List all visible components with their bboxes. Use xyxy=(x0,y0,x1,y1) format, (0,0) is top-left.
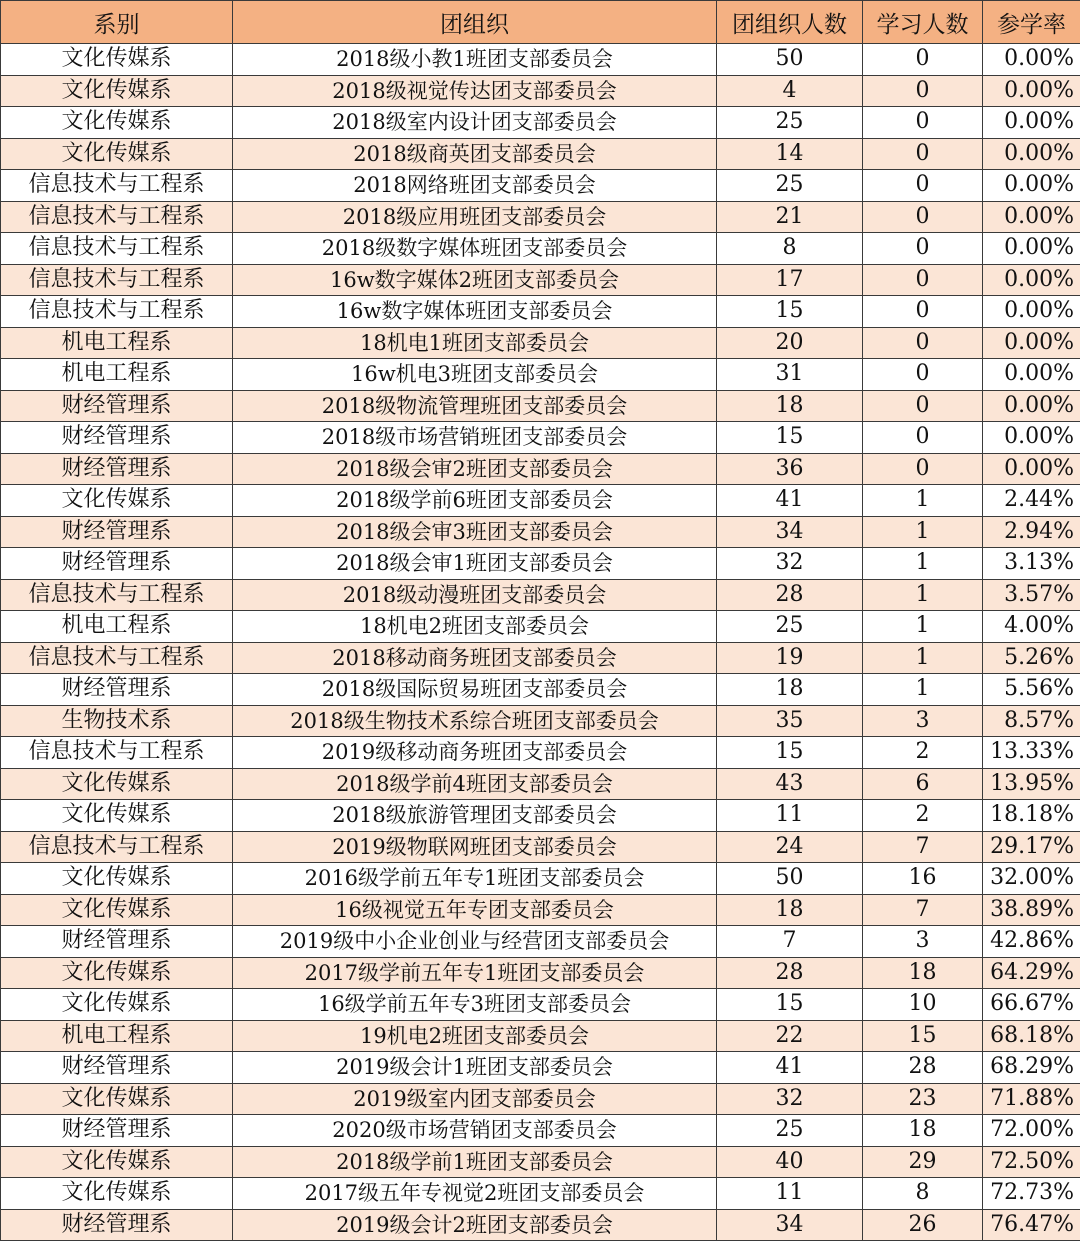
table-row xyxy=(1,1178,1080,1210)
department-cell: 文化传媒系 xyxy=(1,138,233,170)
learner-count-cell: 29 xyxy=(863,1146,983,1178)
header-learners: 学习人数 xyxy=(863,1,983,44)
organization-cell: 2018级国际贸易班团支部委员会 xyxy=(233,674,717,706)
member-count-cell: 32 xyxy=(717,1083,863,1115)
department-cell: 文化传媒系 xyxy=(1,44,233,76)
member-count-cell: 32 xyxy=(717,548,863,580)
department-cell: 信息技术与工程系 xyxy=(1,296,233,328)
table-body xyxy=(1,44,1080,1241)
header-department: 系别 xyxy=(1,1,233,44)
table-row xyxy=(1,863,1080,895)
member-count-cell: 50 xyxy=(717,44,863,76)
learner-count-cell: 0 xyxy=(863,359,983,391)
learner-count-cell: 1 xyxy=(863,579,983,611)
participation-rate-cell: 32.00% xyxy=(983,863,1080,895)
learner-count-cell: 18 xyxy=(863,957,983,989)
table-row xyxy=(1,831,1080,863)
header-league-organization: 团组织 xyxy=(233,1,717,44)
organization-cell: 2019级会计2班团支部委员会 xyxy=(233,1209,717,1241)
member-count-cell: 21 xyxy=(717,201,863,233)
organization-cell: 2018级小教1班团支部委员会 xyxy=(233,44,717,76)
participation-rate-cell: 0.00% xyxy=(983,453,1080,485)
participation-rate-cell: 71.88% xyxy=(983,1083,1080,1115)
participation-rate-cell: 4.00% xyxy=(983,611,1080,643)
learner-count-cell: 0 xyxy=(863,327,983,359)
table-row xyxy=(1,674,1080,706)
learner-count-cell: 7 xyxy=(863,894,983,926)
organization-cell: 2018级室内设计团支部委员会 xyxy=(233,107,717,139)
table-row xyxy=(1,1020,1080,1052)
member-count-cell: 43 xyxy=(717,768,863,800)
department-cell: 文化传媒系 xyxy=(1,957,233,989)
table-row xyxy=(1,327,1080,359)
organization-cell: 16级视觉五年专团支部委员会 xyxy=(233,894,717,926)
table-row xyxy=(1,233,1080,265)
member-count-cell: 20 xyxy=(717,327,863,359)
participation-rate-cell: 64.29% xyxy=(983,957,1080,989)
table-row xyxy=(1,138,1080,170)
department-cell: 机电工程系 xyxy=(1,359,233,391)
table-row xyxy=(1,579,1080,611)
learner-count-cell: 1 xyxy=(863,674,983,706)
member-count-cell: 4 xyxy=(717,75,863,107)
member-count-cell: 15 xyxy=(717,989,863,1021)
member-count-cell: 15 xyxy=(717,422,863,454)
member-count-cell: 31 xyxy=(717,359,863,391)
learner-count-cell: 0 xyxy=(863,75,983,107)
member-count-cell: 7 xyxy=(717,926,863,958)
department-cell: 文化传媒系 xyxy=(1,894,233,926)
table-row xyxy=(1,422,1080,454)
participation-rate-cell: 0.00% xyxy=(983,44,1080,76)
learner-count-cell: 18 xyxy=(863,1115,983,1147)
member-count-cell: 24 xyxy=(717,831,863,863)
department-cell: 信息技术与工程系 xyxy=(1,264,233,296)
participation-rate-cell: 68.29% xyxy=(983,1052,1080,1084)
department-cell: 财经管理系 xyxy=(1,516,233,548)
member-count-cell: 25 xyxy=(717,107,863,139)
department-cell: 财经管理系 xyxy=(1,1209,233,1241)
member-count-cell: 41 xyxy=(717,1052,863,1084)
participation-rate-cell: 38.89% xyxy=(983,894,1080,926)
organization-cell: 2018级市场营销班团支部委员会 xyxy=(233,422,717,454)
participation-rate-cell: 0.00% xyxy=(983,107,1080,139)
learner-count-cell: 0 xyxy=(863,296,983,328)
learner-count-cell: 7 xyxy=(863,831,983,863)
header-row xyxy=(1,1,1080,44)
learner-count-cell: 6 xyxy=(863,768,983,800)
organization-cell: 2016级学前五年专1班团支部委员会 xyxy=(233,863,717,895)
table-row xyxy=(1,800,1080,832)
member-count-cell: 14 xyxy=(717,138,863,170)
department-cell: 机电工程系 xyxy=(1,611,233,643)
participation-rate-cell: 0.00% xyxy=(983,390,1080,422)
organization-cell: 2018级应用班团支部委员会 xyxy=(233,201,717,233)
organization-cell: 2019级物联网班团支部委员会 xyxy=(233,831,717,863)
organization-cell: 2019级移动商务班团支部委员会 xyxy=(233,737,717,769)
organization-cell: 2018级会审1班团支部委员会 xyxy=(233,548,717,580)
learner-count-cell: 8 xyxy=(863,1178,983,1210)
member-count-cell: 34 xyxy=(717,516,863,548)
department-cell: 财经管理系 xyxy=(1,1115,233,1147)
organization-cell: 18机电2班团支部委员会 xyxy=(233,611,717,643)
participation-rate-cell: 66.67% xyxy=(983,989,1080,1021)
table-row xyxy=(1,642,1080,674)
member-count-cell: 18 xyxy=(717,390,863,422)
member-count-cell: 17 xyxy=(717,264,863,296)
participation-rate-cell: 29.17% xyxy=(983,831,1080,863)
participation-rate-cell: 0.00% xyxy=(983,233,1080,265)
learner-count-cell: 10 xyxy=(863,989,983,1021)
learner-count-cell: 0 xyxy=(863,390,983,422)
table-row xyxy=(1,359,1080,391)
member-count-cell: 8 xyxy=(717,233,863,265)
member-count-cell: 25 xyxy=(717,1115,863,1147)
department-cell: 文化传媒系 xyxy=(1,863,233,895)
member-count-cell: 36 xyxy=(717,453,863,485)
participation-rate-cell: 5.26% xyxy=(983,642,1080,674)
department-cell: 信息技术与工程系 xyxy=(1,831,233,863)
table-row xyxy=(1,926,1080,958)
table-row xyxy=(1,390,1080,422)
participation-rate-cell: 2.94% xyxy=(983,516,1080,548)
learner-count-cell: 0 xyxy=(863,264,983,296)
department-cell: 信息技术与工程系 xyxy=(1,642,233,674)
department-cell: 文化传媒系 xyxy=(1,800,233,832)
member-count-cell: 15 xyxy=(717,737,863,769)
table-row xyxy=(1,107,1080,139)
member-count-cell: 18 xyxy=(717,674,863,706)
organization-cell: 2018级学前4班团支部委员会 xyxy=(233,768,717,800)
learner-count-cell: 1 xyxy=(863,516,983,548)
organization-cell: 16w数字媒体2班团支部委员会 xyxy=(233,264,717,296)
learner-count-cell: 2 xyxy=(863,737,983,769)
department-cell: 财经管理系 xyxy=(1,548,233,580)
learner-count-cell: 1 xyxy=(863,485,983,517)
department-cell: 文化传媒系 xyxy=(1,107,233,139)
participation-rate-cell: 8.57% xyxy=(983,705,1080,737)
department-cell: 财经管理系 xyxy=(1,422,233,454)
table-row xyxy=(1,1146,1080,1178)
table-row xyxy=(1,485,1080,517)
learner-count-cell: 0 xyxy=(863,233,983,265)
participation-rate-cell: 3.57% xyxy=(983,579,1080,611)
organization-cell: 2018级动漫班团支部委员会 xyxy=(233,579,717,611)
department-cell: 文化传媒系 xyxy=(1,75,233,107)
member-count-cell: 28 xyxy=(717,579,863,611)
table-row xyxy=(1,1052,1080,1084)
learner-count-cell: 3 xyxy=(863,926,983,958)
department-cell: 财经管理系 xyxy=(1,926,233,958)
organization-cell: 2018级商英团支部委员会 xyxy=(233,138,717,170)
organization-cell: 2018级会审3班团支部委员会 xyxy=(233,516,717,548)
table-header xyxy=(1,1,1080,44)
member-count-cell: 25 xyxy=(717,170,863,202)
member-count-cell: 22 xyxy=(717,1020,863,1052)
learner-count-cell: 26 xyxy=(863,1209,983,1241)
table-row xyxy=(1,296,1080,328)
member-count-cell: 15 xyxy=(717,296,863,328)
department-cell: 机电工程系 xyxy=(1,327,233,359)
participation-rate-cell: 0.00% xyxy=(983,201,1080,233)
member-count-cell: 41 xyxy=(717,485,863,517)
member-count-cell: 34 xyxy=(717,1209,863,1241)
organization-cell: 19机电2班团支部委员会 xyxy=(233,1020,717,1052)
learner-count-cell: 28 xyxy=(863,1052,983,1084)
department-cell: 财经管理系 xyxy=(1,390,233,422)
learner-count-cell: 0 xyxy=(863,422,983,454)
organization-cell: 2018级学前1班团支部委员会 xyxy=(233,1146,717,1178)
department-cell: 财经管理系 xyxy=(1,453,233,485)
organization-cell: 2018级数字媒体班团支部委员会 xyxy=(233,233,717,265)
organization-cell: 2018级生物技术系综合班团支部委员会 xyxy=(233,705,717,737)
organization-cell: 2018级视觉传达团支部委员会 xyxy=(233,75,717,107)
table-row xyxy=(1,1083,1080,1115)
organization-cell: 2020级市场营销团支部委员会 xyxy=(233,1115,717,1147)
learner-count-cell: 1 xyxy=(863,642,983,674)
department-cell: 财经管理系 xyxy=(1,1052,233,1084)
organization-cell: 2019级会计1班团支部委员会 xyxy=(233,1052,717,1084)
member-count-cell: 40 xyxy=(717,1146,863,1178)
participation-rate-cell: 68.18% xyxy=(983,1020,1080,1052)
department-cell: 文化传媒系 xyxy=(1,1146,233,1178)
organization-cell: 16级学前五年专3班团支部委员会 xyxy=(233,989,717,1021)
table-row xyxy=(1,989,1080,1021)
learner-count-cell: 1 xyxy=(863,548,983,580)
participation-rate-cell: 0.00% xyxy=(983,422,1080,454)
department-cell: 信息技术与工程系 xyxy=(1,170,233,202)
participation-rate-cell: 0.00% xyxy=(983,264,1080,296)
table-row xyxy=(1,201,1080,233)
learner-count-cell: 16 xyxy=(863,863,983,895)
member-count-cell: 11 xyxy=(717,1178,863,1210)
learner-count-cell: 0 xyxy=(863,201,983,233)
table-row xyxy=(1,516,1080,548)
learner-count-cell: 15 xyxy=(863,1020,983,1052)
table-row xyxy=(1,264,1080,296)
table-row xyxy=(1,737,1080,769)
participation-rate-cell: 13.33% xyxy=(983,737,1080,769)
learner-count-cell: 0 xyxy=(863,138,983,170)
organization-cell: 2018级物流管理班团支部委员会 xyxy=(233,390,717,422)
organization-cell: 2017级五年专视觉2班团支部委员会 xyxy=(233,1178,717,1210)
learner-count-cell: 0 xyxy=(863,44,983,76)
table-row xyxy=(1,611,1080,643)
department-cell: 文化传媒系 xyxy=(1,485,233,517)
participation-rate-cell: 0.00% xyxy=(983,138,1080,170)
organization-cell: 2018级会审2班团支部委员会 xyxy=(233,453,717,485)
department-cell: 财经管理系 xyxy=(1,674,233,706)
department-cell: 文化传媒系 xyxy=(1,1178,233,1210)
department-cell: 信息技术与工程系 xyxy=(1,201,233,233)
table-row xyxy=(1,1115,1080,1147)
organization-cell: 2018网络班团支部委员会 xyxy=(233,170,717,202)
participation-rate-cell: 0.00% xyxy=(983,75,1080,107)
participation-rate-cell: 0.00% xyxy=(983,170,1080,202)
participation-rate-cell: 0.00% xyxy=(983,296,1080,328)
department-cell: 文化传媒系 xyxy=(1,989,233,1021)
table-row xyxy=(1,768,1080,800)
department-cell: 信息技术与工程系 xyxy=(1,233,233,265)
table-row xyxy=(1,957,1080,989)
organization-cell: 2019级中小企业创业与经营团支部委员会 xyxy=(233,926,717,958)
organization-cell: 2018级学前6班团支部委员会 xyxy=(233,485,717,517)
department-cell: 机电工程系 xyxy=(1,1020,233,1052)
organization-cell: 2018移动商务班团支部委员会 xyxy=(233,642,717,674)
member-count-cell: 18 xyxy=(717,894,863,926)
learner-count-cell: 3 xyxy=(863,705,983,737)
learner-count-cell: 2 xyxy=(863,800,983,832)
table-row xyxy=(1,44,1080,76)
learner-count-cell: 0 xyxy=(863,107,983,139)
department-cell: 文化传媒系 xyxy=(1,768,233,800)
table-row xyxy=(1,75,1080,107)
participation-rate-cell: 0.00% xyxy=(983,359,1080,391)
header-organization-members: 团组织人数 xyxy=(717,1,863,44)
table-row xyxy=(1,894,1080,926)
member-count-cell: 25 xyxy=(717,611,863,643)
participation-rate-cell: 5.56% xyxy=(983,674,1080,706)
header-participation-rate: 参学率 xyxy=(983,1,1080,44)
organization-cell: 16w机电3班团支部委员会 xyxy=(233,359,717,391)
organization-cell: 2018级旅游管理团支部委员会 xyxy=(233,800,717,832)
member-count-cell: 35 xyxy=(717,705,863,737)
learner-count-cell: 1 xyxy=(863,611,983,643)
organization-cell: 18机电1班团支部委员会 xyxy=(233,327,717,359)
participation-rate-cell: 0.00% xyxy=(983,327,1080,359)
participation-rate-cell: 3.13% xyxy=(983,548,1080,580)
participation-rate-cell: 18.18% xyxy=(983,800,1080,832)
learner-count-cell: 23 xyxy=(863,1083,983,1115)
table-row xyxy=(1,705,1080,737)
learner-count-cell: 0 xyxy=(863,170,983,202)
participation-rate-cell: 72.50% xyxy=(983,1146,1080,1178)
organization-cell: 16w数字媒体班团支部委员会 xyxy=(233,296,717,328)
member-count-cell: 11 xyxy=(717,800,863,832)
member-count-cell: 50 xyxy=(717,863,863,895)
member-count-cell: 19 xyxy=(717,642,863,674)
participation-rate-cell: 42.86% xyxy=(983,926,1080,958)
member-count-cell: 28 xyxy=(717,957,863,989)
participation-rate-cell: 76.47% xyxy=(983,1209,1080,1241)
participation-rate-cell: 72.00% xyxy=(983,1115,1080,1147)
table-row xyxy=(1,170,1080,202)
department-cell: 信息技术与工程系 xyxy=(1,579,233,611)
participation-rate-cell: 13.95% xyxy=(983,768,1080,800)
department-cell: 文化传媒系 xyxy=(1,1083,233,1115)
participation-rate-cell: 2.44% xyxy=(983,485,1080,517)
organization-cell: 2019级室内团支部委员会 xyxy=(233,1083,717,1115)
table-row xyxy=(1,453,1080,485)
department-cell: 信息技术与工程系 xyxy=(1,737,233,769)
table-row xyxy=(1,548,1080,580)
table-row xyxy=(1,1209,1080,1241)
organization-cell: 2017级学前五年专1班团支部委员会 xyxy=(233,957,717,989)
participation-rate-cell: 72.73% xyxy=(983,1178,1080,1210)
learner-count-cell: 0 xyxy=(863,453,983,485)
department-cell: 生物技术系 xyxy=(1,705,233,737)
